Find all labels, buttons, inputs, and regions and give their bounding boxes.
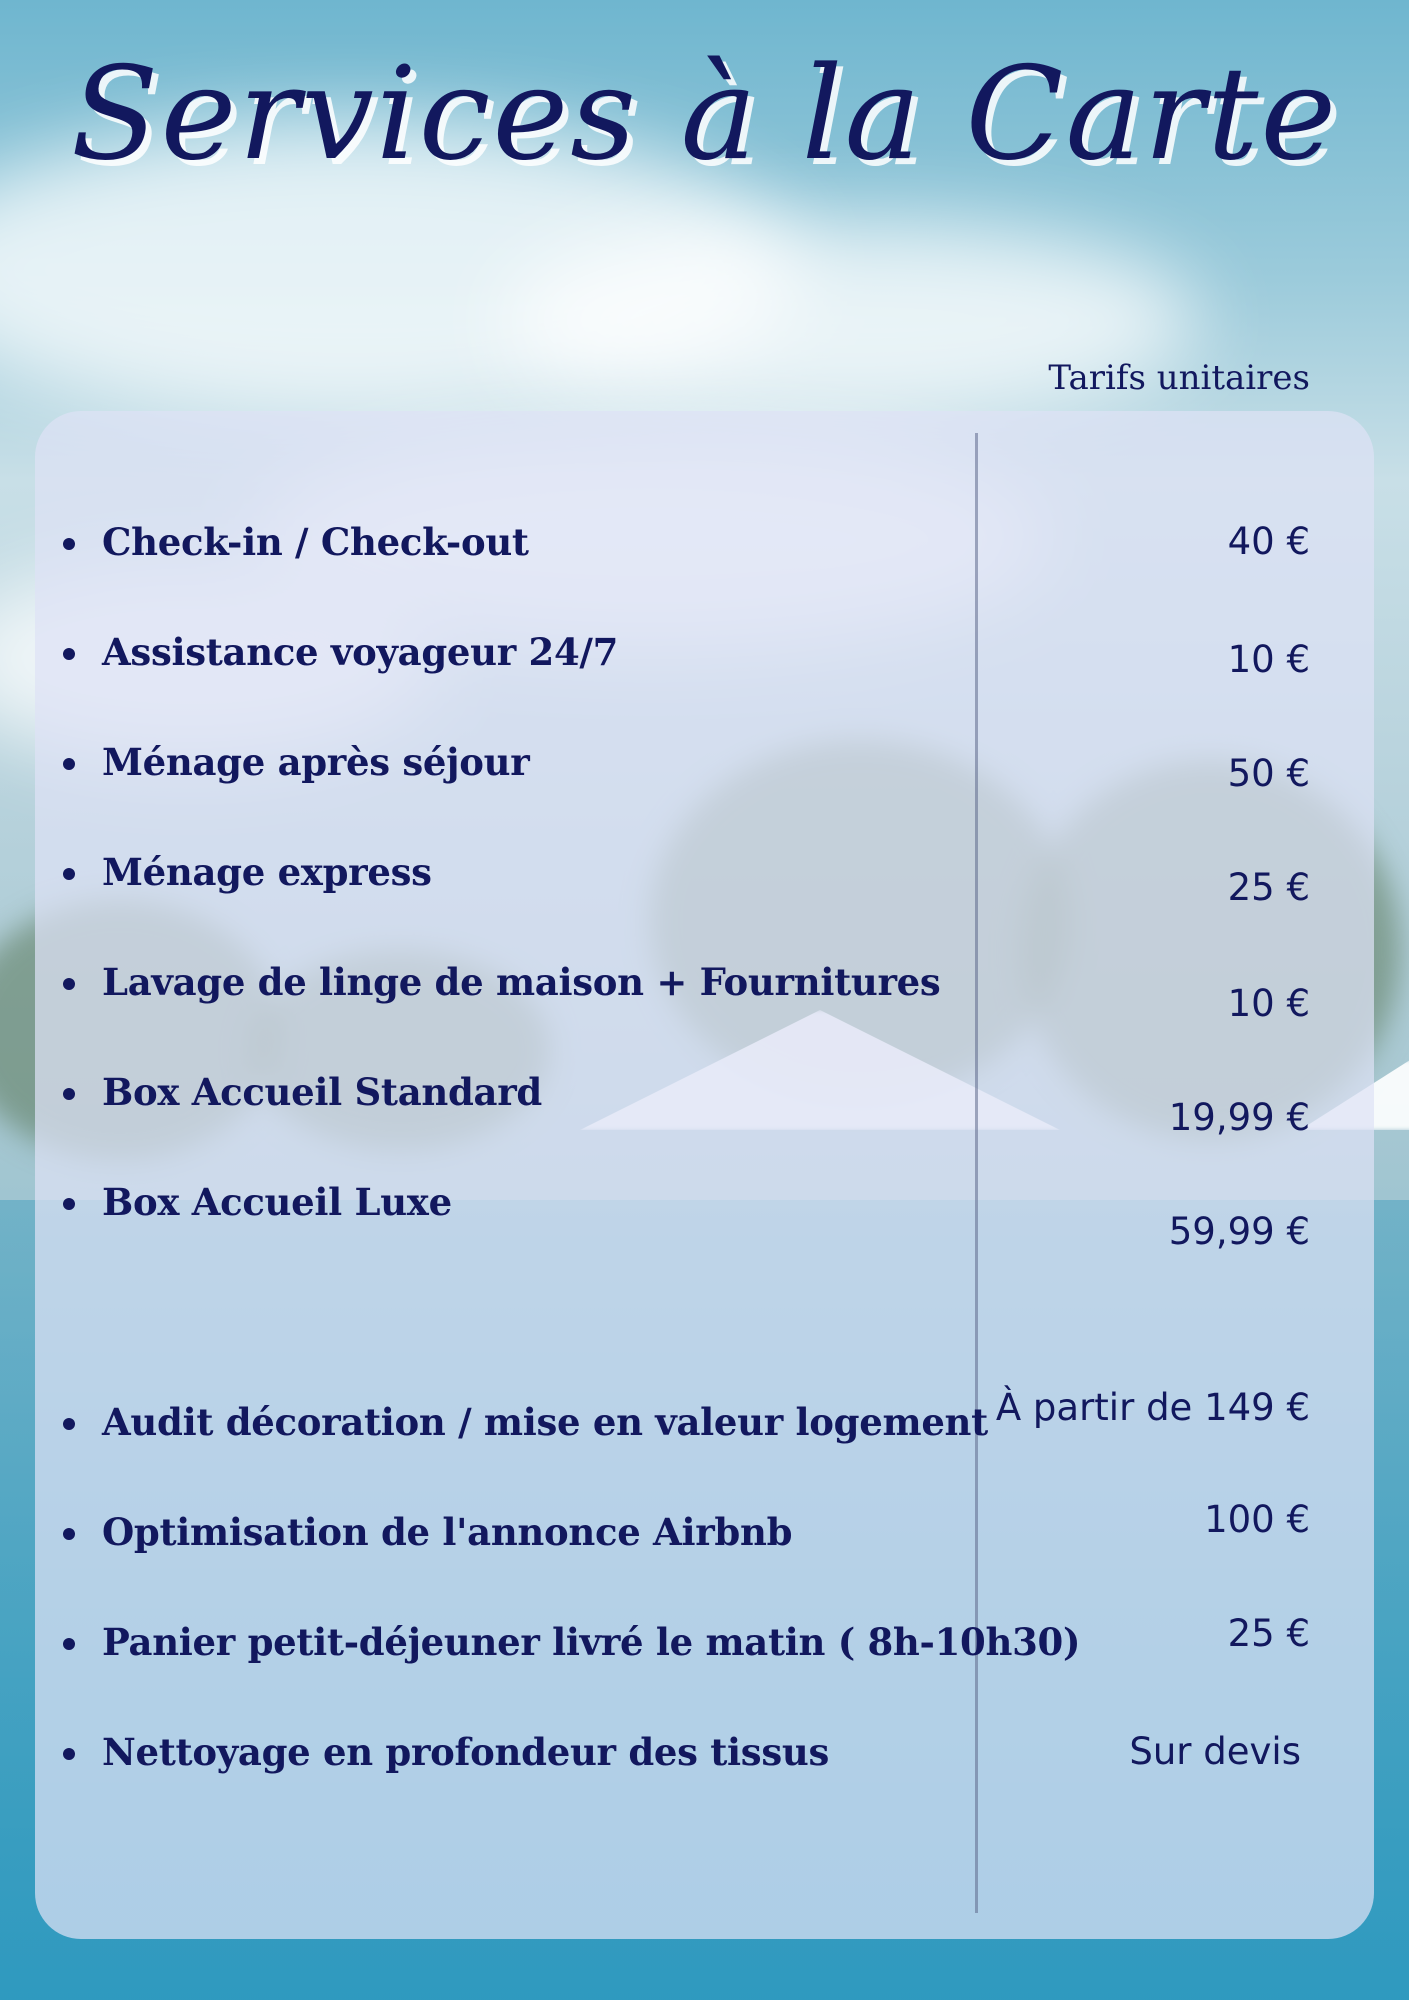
service-price: 25 € [1227,866,1310,909]
bullet-icon [63,1638,75,1650]
service-label: Assistance voyageur 24/7 [102,630,619,674]
service-row [0,630,1409,680]
bullet-icon [63,1418,75,1430]
service-row [0,520,1409,570]
service-label: Nettoyage en profondeur des tissus [102,1730,830,1774]
service-price: 50 € [1227,752,1310,795]
service-label: Box Accueil Luxe [102,1180,452,1224]
service-label: Optimisation de l'annonce Airbnb [102,1510,793,1554]
service-row [0,740,1409,795]
service-label: Lavage de linge de maison + Fournitures [102,960,941,1004]
service-row [0,1498,1409,1560]
bullet-icon [63,1748,75,1760]
service-price: 25 € [1227,1612,1310,1655]
bullet-icon [63,868,75,880]
service-price: 40 € [1227,520,1310,563]
bullet-icon [63,1088,75,1100]
service-price: À partir de 149 € [995,1386,1310,1429]
service-label: Ménage express [102,850,432,894]
page-title: Services à la Carte [70,40,1339,189]
bullet-icon [63,648,75,660]
service-row [0,960,1409,1025]
service-row [0,1386,1409,1450]
service-label: Panier petit-déjeuner livré le matin ( 8h-10h30) [102,1620,1081,1664]
service-label: Audit décoration / mise en valeur logement [102,1400,988,1444]
service-label: Ménage après séjour [102,740,530,784]
service-row [0,1612,1409,1670]
service-price: 10 € [1227,982,1310,1025]
service-row [0,1180,1409,1253]
bullet-icon [63,1528,75,1540]
service-price: 59,99 € [1168,1210,1310,1253]
bullet-icon [63,978,75,990]
bullet-icon [63,1198,75,1210]
bullet-icon [63,538,75,550]
service-price: Sur devis [1129,1730,1301,1773]
service-price: 100 € [1204,1498,1310,1541]
service-row [0,850,1409,909]
service-price: 19,99 € [1168,1096,1310,1139]
price-column-heading: Tarifs unitaires [1048,358,1310,398]
service-row [0,1070,1409,1139]
service-label: Check-in / Check-out [102,520,529,564]
bullet-icon [63,758,75,770]
service-row [0,1730,1409,1780]
service-price: 10 € [1227,638,1310,681]
service-label: Box Accueil Standard [102,1070,542,1114]
